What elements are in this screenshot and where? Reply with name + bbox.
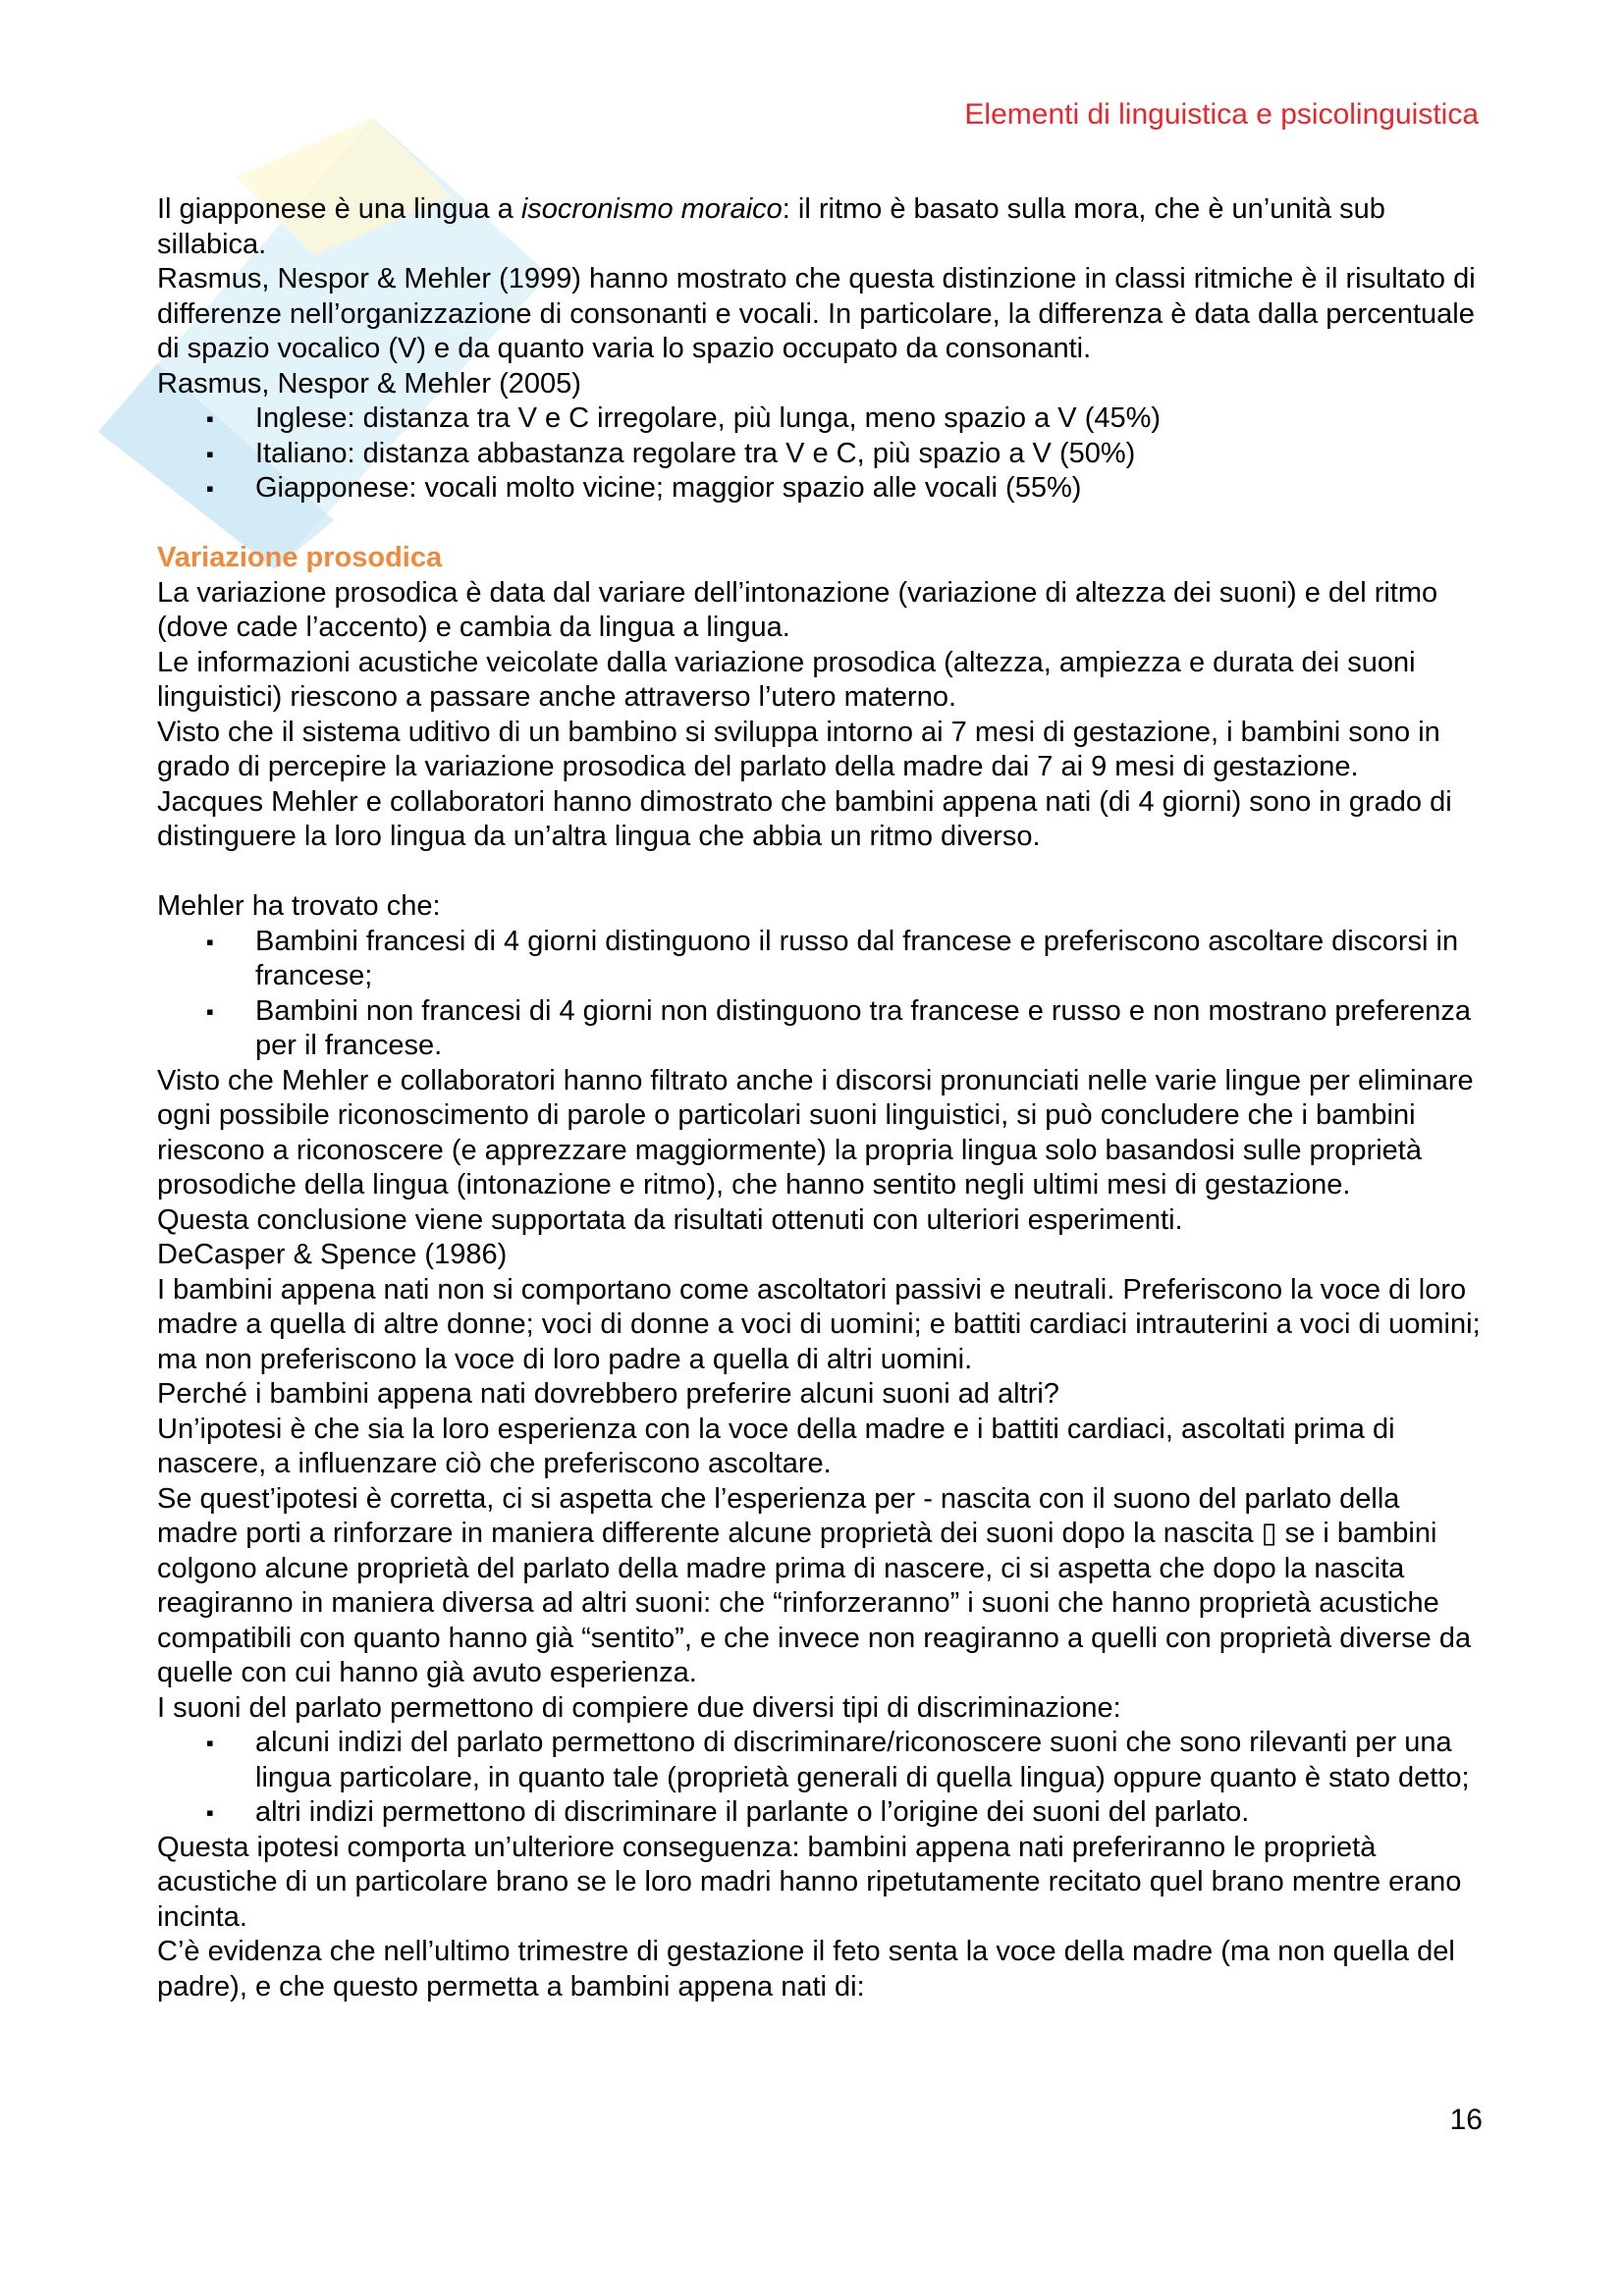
- list-item: ▪ Giapponese: vocali molto vicine; maggior spazio alle vocali (55%): [255, 471, 1483, 507]
- paragraph: Se quest’ipotesi è corretta, ci si aspetta che l’esperienza per - nascita con il suono del parlato della madre porti a rinforzare in maniera differente alcune proprietà dei suoni dopo la nascita ▯ se i bambini colgono alcune proprietà del parlato della madre prima di nascere, ci si aspetta che dopo la nascita reagiranno in maniera diversa ad altri suoni: che “rinforzeranno” i suoni che hanno proprietà acustiche compatibili con quanto hanno già “sentito”, e che invece non reagiranno a quelli con proprietà diverse da quelle con cui hanno già avuto esperienza.: [157, 1482, 1472, 1688]
- paragraph: [157, 192, 1483, 262]
- list-item: ▪ alcuni indizi del parlato permettono di discriminare/riconoscere suoni che sono rilevanti per una lingua particolare, in quanto tale (proprietà generali di quella lingua) oppure quanto è stato detto;: [255, 1726, 1483, 1795]
- paragraph: Rasmus, Nespor & Mehler (1999) hanno mostrato che questa distinzione in classi ritmiche è il risultato di differenze nell’organizzazione di consonanti e vocali. In particolare, la differenza è data dalla percentuale di spazio vocalico (V) e da quanto varia lo spazio occupato da consonanti.: [157, 263, 1476, 364]
- emphasis-text: isocronismo moraico: [520, 193, 783, 225]
- page-number: 16: [1449, 2104, 1483, 2136]
- list-item: ▪ Inglese: distanza tra V e C irregolare, più lunga, meno spazio a V (45%): [255, 401, 1483, 437]
- paragraph: Questa ipotesi comporta un’ulteriore conseguenza: bambini appena nati preferiranno le proprietà acustiche di un particolare brano se le loro madri hanno ripetutamente recitato quel brano mentre erano incinta.: [157, 1831, 1462, 1933]
- paragraph: C’è evidenza che nell’ultimo trimestre di gestazione il feto senta la voce della madre (ma non quella del padre), e che questo permetta a bambini appena nati di:: [157, 1936, 1455, 2002]
- paragraph: La variazione prosodica è data dal variare dell’intonazione (variazione di altezza dei suoni) e del ritmo (dove cade l’accento) e cambia da lingua a lingua.: [157, 576, 1438, 643]
- section-heading: Variazione prosodica: [157, 542, 443, 573]
- paragraph: Rasmus, Nespor & Mehler (2005): [157, 367, 581, 400]
- paragraph: Visto che il sistema uditivo di un bambino si sviluppa intorno ai 7 mesi di gestazione, i bambini sono in grado di percepire la variazione prosodica del parlato della madre dai 7 ai 9 mesi di gestazione.: [157, 716, 1440, 782]
- paragraph: Perché i bambini appena nati dovrebbero preferire alcuni suoni ad altri?: [157, 1378, 1059, 1410]
- paragraph: I bambini appena nati non si comportano come ascoltatori passivi e neutrali. Preferiscono la voce di loro madre a quella di altre donne; voci di donne a voci di uomini; e battiti cardiaci intrauterini a voci di uomini; ma non preferiscono la voce di loro padre a quella di altri uomini.: [157, 1273, 1481, 1375]
- paragraph-text: : il ritmo è basato sulla mora, che è un’unità sub sillabica.: [157, 193, 1385, 260]
- bullet-list: [157, 401, 1483, 507]
- paragraph: DeCasper & Spence (1986): [157, 1239, 508, 1270]
- list-item: ▪ Bambini non francesi di 4 giorni non distinguono tra francese e russo e non mostrano preferenza per il francese.: [255, 994, 1483, 1064]
- bullet-list: [157, 925, 1483, 1064]
- document-body: [157, 192, 1483, 2004]
- bullet-list: [157, 1726, 1483, 1831]
- paragraph: Jacques Mehler e collaboratori hanno dimostrato che bambini appena nati (di 4 giorni) sono in grado di distinguere la loro lingua da un’altra lingua che abbia un ritmo diverso.: [157, 785, 1452, 852]
- paragraph-text: Il giapponese è una lingua a: [157, 193, 521, 225]
- list-item: ▪ altri indizi permettono di discriminare il parlante o l’origine dei suoni del parlato.: [255, 1795, 1483, 1831]
- list-item: ▪ Bambini francesi di 4 giorni distinguono il russo dal francese e preferiscono ascoltare discorsi in francese;: [255, 925, 1483, 994]
- paragraph: I suoni del parlato permettono di compiere due diversi tipi di discriminazione:: [157, 1691, 1121, 1724]
- paragraph: Visto che Mehler e collaboratori hanno filtrato anche i discorsi pronunciati nelle varie lingue per eliminare ogni possibile riconoscimento di parole o particolari suoni linguistici, si può concludere che i bambini riescono a riconoscere (e apprezzare maggiormente) la propria lingua solo basandosi sulle proprietà prosodiche della lingua (intonazione e ritmo), che hanno sentito negli ultimi mesi di gestazione.: [157, 1064, 1474, 1201]
- paragraph: Le informazioni acustiche veicolate dalla variazione prosodica (altezza, ampiezza e durata dei suoni linguistici) riescono a passare anche attraverso l’utero materno.: [157, 646, 1416, 713]
- paragraph: Mehler ha trovato che:: [157, 890, 441, 922]
- list-item: ▪ Italiano: distanza abbastanza regolare tra V e C, più spazio a V (50%): [255, 437, 1483, 472]
- page-header-title: Elementi di linguistica e psicolinguistica: [964, 98, 1479, 131]
- paragraph: Un’ipotesi è che sia la loro esperienza con la voce della madre e i battiti cardiaci, ascoltati prima di nascere, a influenzare ciò che preferiscono ascoltare.: [157, 1413, 1395, 1479]
- paragraph: Questa conclusione viene supportata da risultati ottenuti con ulteriori esperimenti.: [157, 1203, 1183, 1236]
